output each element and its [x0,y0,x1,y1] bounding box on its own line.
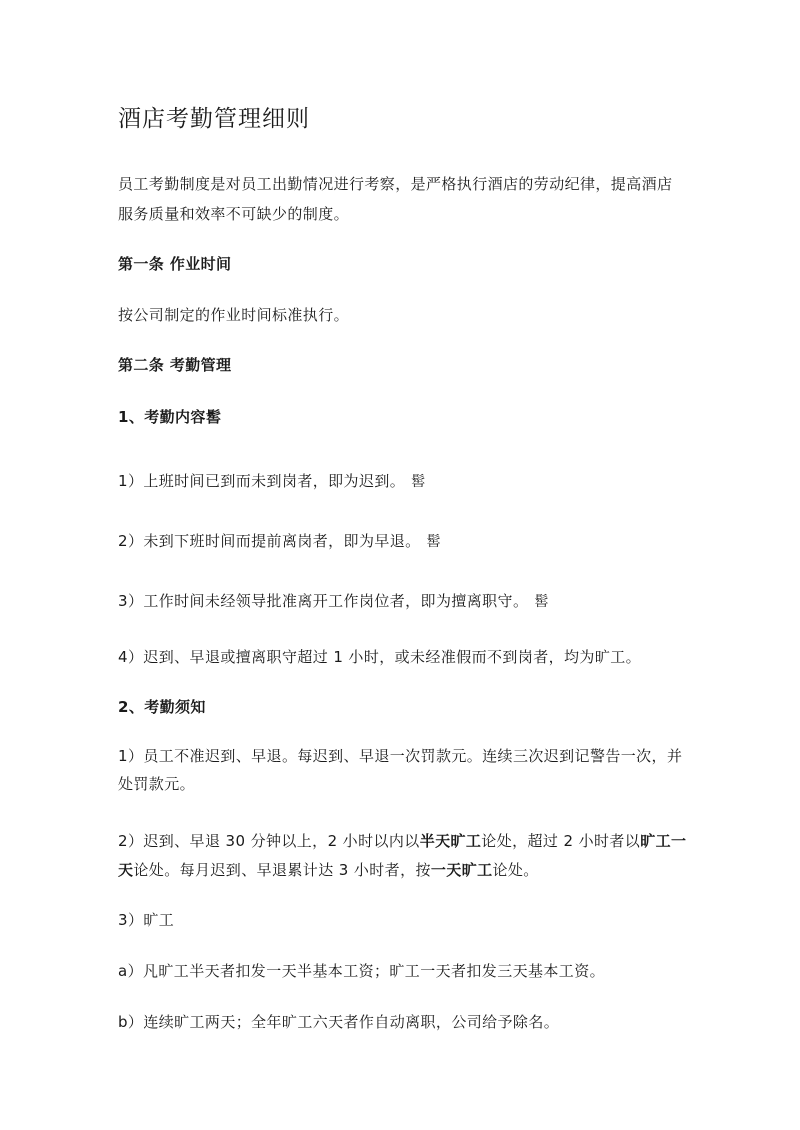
article-2-heading: 第二条 考勤管理 [118,356,232,374]
intro-paragraph-line-2: 服务质量和效率不可缺少的制度。 [118,205,350,223]
document-title: 酒店考勤管理细则 [118,106,310,132]
article-1-heading: 第一条 作业时间 [118,255,232,273]
attendance-item-3-text: 3）工作时间未经领导批准离开工作岗位者，即为擅离职守。 [118,592,529,610]
attendance-item-3 [118,591,549,612]
attendance-item-1 [118,471,426,492]
rule-2-half-day-absence: 半天旷工 [419,832,482,850]
attendance-item-2-text: 2）未到下班时间而提前离岗者，即为早退。 [118,532,421,550]
rule-2-line-1-part-c: 论处，超过 2 小时者以 [481,832,641,850]
attendance-item-1-mark: 䯻 [411,474,426,490]
rule-2-one-day-absence-end: 天 [118,861,134,879]
rule-1-line-2: 处罚款元。 [118,775,196,793]
attendance-item-1-text: 1）上班时间已到而未到岗者，即为迟到。 [118,472,406,490]
rule-2-line-1-part-a: 2）迟到、早退 30 分钟以上，2 小时以内以 [118,832,420,850]
article-1-body: 按公司制定的作业时间标准执行。 [118,306,350,324]
attendance-item-3-mark: 䯻 [534,594,549,610]
section-1-heading [118,407,221,427]
attendance-item-2-mark: 䯻 [426,534,441,550]
intro-paragraph-line-1: 员工考勤制度是对员工出勤情况进行考察，是严格执行酒店的劳动纪律，提高酒店 [118,175,673,193]
rule-2-line-1 [118,831,686,851]
rule-3-item-a: a）凡旷工半天者扣发一天半基本工资；旷工一天者扣发三天基本工资。 [118,962,605,980]
section-2-heading: 2、考勤须知 [118,698,206,716]
section-1-heading-mark: 䯻 [205,408,222,426]
rule-3-item-b: b）连续旷工两天；全年旷工六天者作自动离职，公司给予除名。 [118,1013,560,1031]
section-1-heading-text: 1、考勤内容 [118,408,206,426]
rule-3-heading: 3）旷工 [118,911,175,929]
attendance-item-4: 4）迟到、早退或擅离职守超过 1 小时，或未经准假而不到岗者，均为旷工。 [118,648,642,666]
rule-2-line-2-part-b: 论处。每月迟到、早退累计达 3 小时者，按 [133,861,431,879]
rule-2-cumulative-absence: 一天旷工 [430,861,493,879]
rule-2-line-2-part-d: 论处。 [492,861,539,879]
rule-2-one-day-absence-start: 旷工一 [640,832,687,850]
attendance-item-2 [118,531,441,552]
rule-2-line-2 [118,860,539,880]
rule-1-line-1: 1）员工不准迟到、早退。每迟到、早退一次罚款元。连续三次迟到记警告一次，并 [118,747,683,765]
